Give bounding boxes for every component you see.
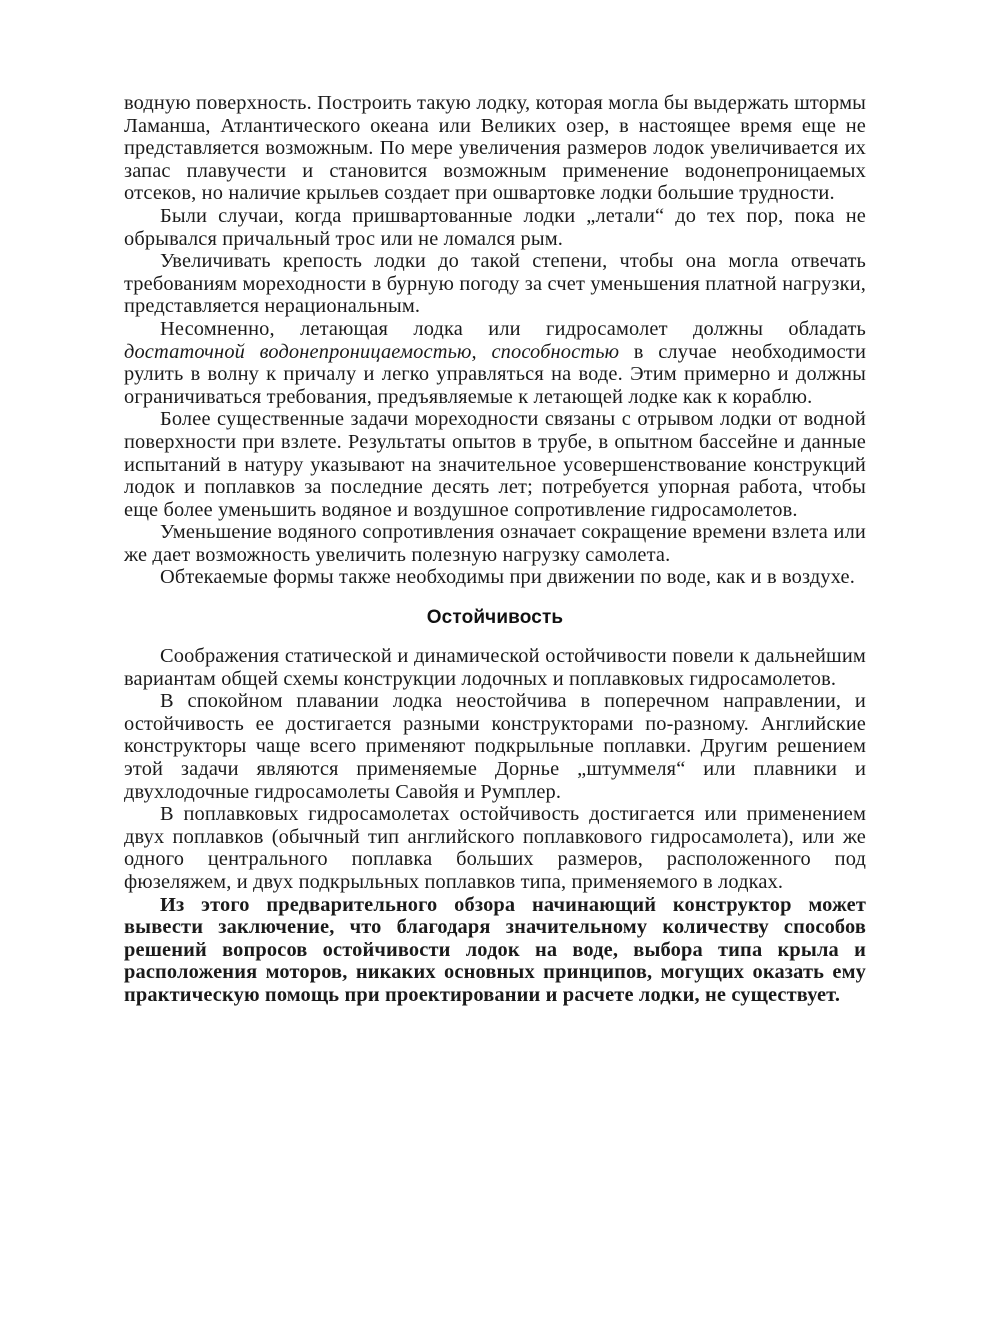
document-page (124, 92, 866, 1007)
paragraph-watertightness-start: Несомненно, летающая лодка или гидросамолет должны обладать (160, 317, 866, 340)
paragraph-takeoff: Более существенные задачи мореходности связаны с отрывом лодки от водной поверхности при взлете. Результаты опытов в трубе, в опытном бассейне и данные испытаний в натуру указывают на значительное усовершенствование конструкций лодок и поплавков за последние десять лет; потребуется упорная работа, чтобы еще более уменьшить водяное и воздушное сопротивление гидросамолетов. (124, 408, 866, 521)
section-heading-stability: Остойчивость (426, 607, 564, 629)
paragraph-watertightness-space (477, 341, 492, 363)
paragraph-watertightness-end: в случае необходимости рулить в волну к причалу и легко управляться на воде. Этим примерно и должны ограничиваться требования, предъявляемые к летающей лодке как к кораблю. (124, 340, 867, 408)
paragraph-conclusion: Из этого предварительного обзора начинающий конструктор может вывести заключение, что благодаря значительному количеству способов решений вопросов остойчивости лодок на воде, выбора типа крыла и расположения моторов, никаких основных принципов, могущих оказать ему практическую помощь при проектировании и расчете лодки, не существует. (124, 893, 866, 1006)
paragraph-water-resistance: Уменьшение водяного сопротивления означает сокращение времени взлета или же дает возможность увеличить полезную нагрузку самолета. (124, 521, 866, 566)
paragraph-hull-strength: Увеличивать крепость лодки до такой степени, чтобы она могла отвечать требованиям мореходности в бурную погоду за счет уменьшения платной нагрузки, представляется нерациональным. (124, 250, 866, 318)
paragraph-seaworthiness-continued: водную поверхность. Построить такую лодку, которая могла бы выдержать штормы Ламанша, Атлантического океана или Великих озер, в настоящее время еще не представляется возможным. По мере увеличения размеров лодок увеличивается их запас плавучести и становится возможным применение водонепроницаемых отсеков, но наличие крыльев создает при ошвартовке лодки большие трудности. (124, 92, 866, 205)
paragraph-watertightness-italic-2: способностью (491, 340, 620, 363)
paragraph-watertightness (124, 318, 866, 408)
paragraph-stability-intro: Соображения статической и динамической остойчивости повели к дальнейшим вариантам общей схемы конструкции лодочных и поплавковых гидросамолетов. (124, 645, 866, 690)
paragraph-moored-boats: Были случаи, когда пришвартованные лодки „летали“ до тех пор, пока не обрывался причальный трос или не ломался рым. (124, 204, 866, 250)
paragraph-streamlined-forms: Обтекаемые формы также необходимы при движении по воде, как и в воздухе. (160, 566, 855, 589)
paragraph-float-seaplanes: В поплавковых гидросамолетах остойчивость достигается или применением двух поплавков (обычный тип английского поплавкового гидросамолета), или же одного центрального поплавка больших размеров, расположенного под фюзеляжем, и двух подкрыльных поплавков типа, применяемого в лодках. (124, 803, 866, 893)
paragraph-watertightness-italic-1: достаточной водонепроницаемостью, (124, 340, 477, 363)
paragraph-lateral-stability: В спокойном плавании лодка неостойчива в поперечном направлении, и остойчивость ее достигается разными конструкторами по-разному. Английские конструкторы чаще всего применяют подкрыльные поплавки. Другим решением этой задачи являются применяемые Дорнье „штуммеля“ или плавники и двухлодочные гидросамолеты Савойя и Румплер. (124, 690, 866, 803)
